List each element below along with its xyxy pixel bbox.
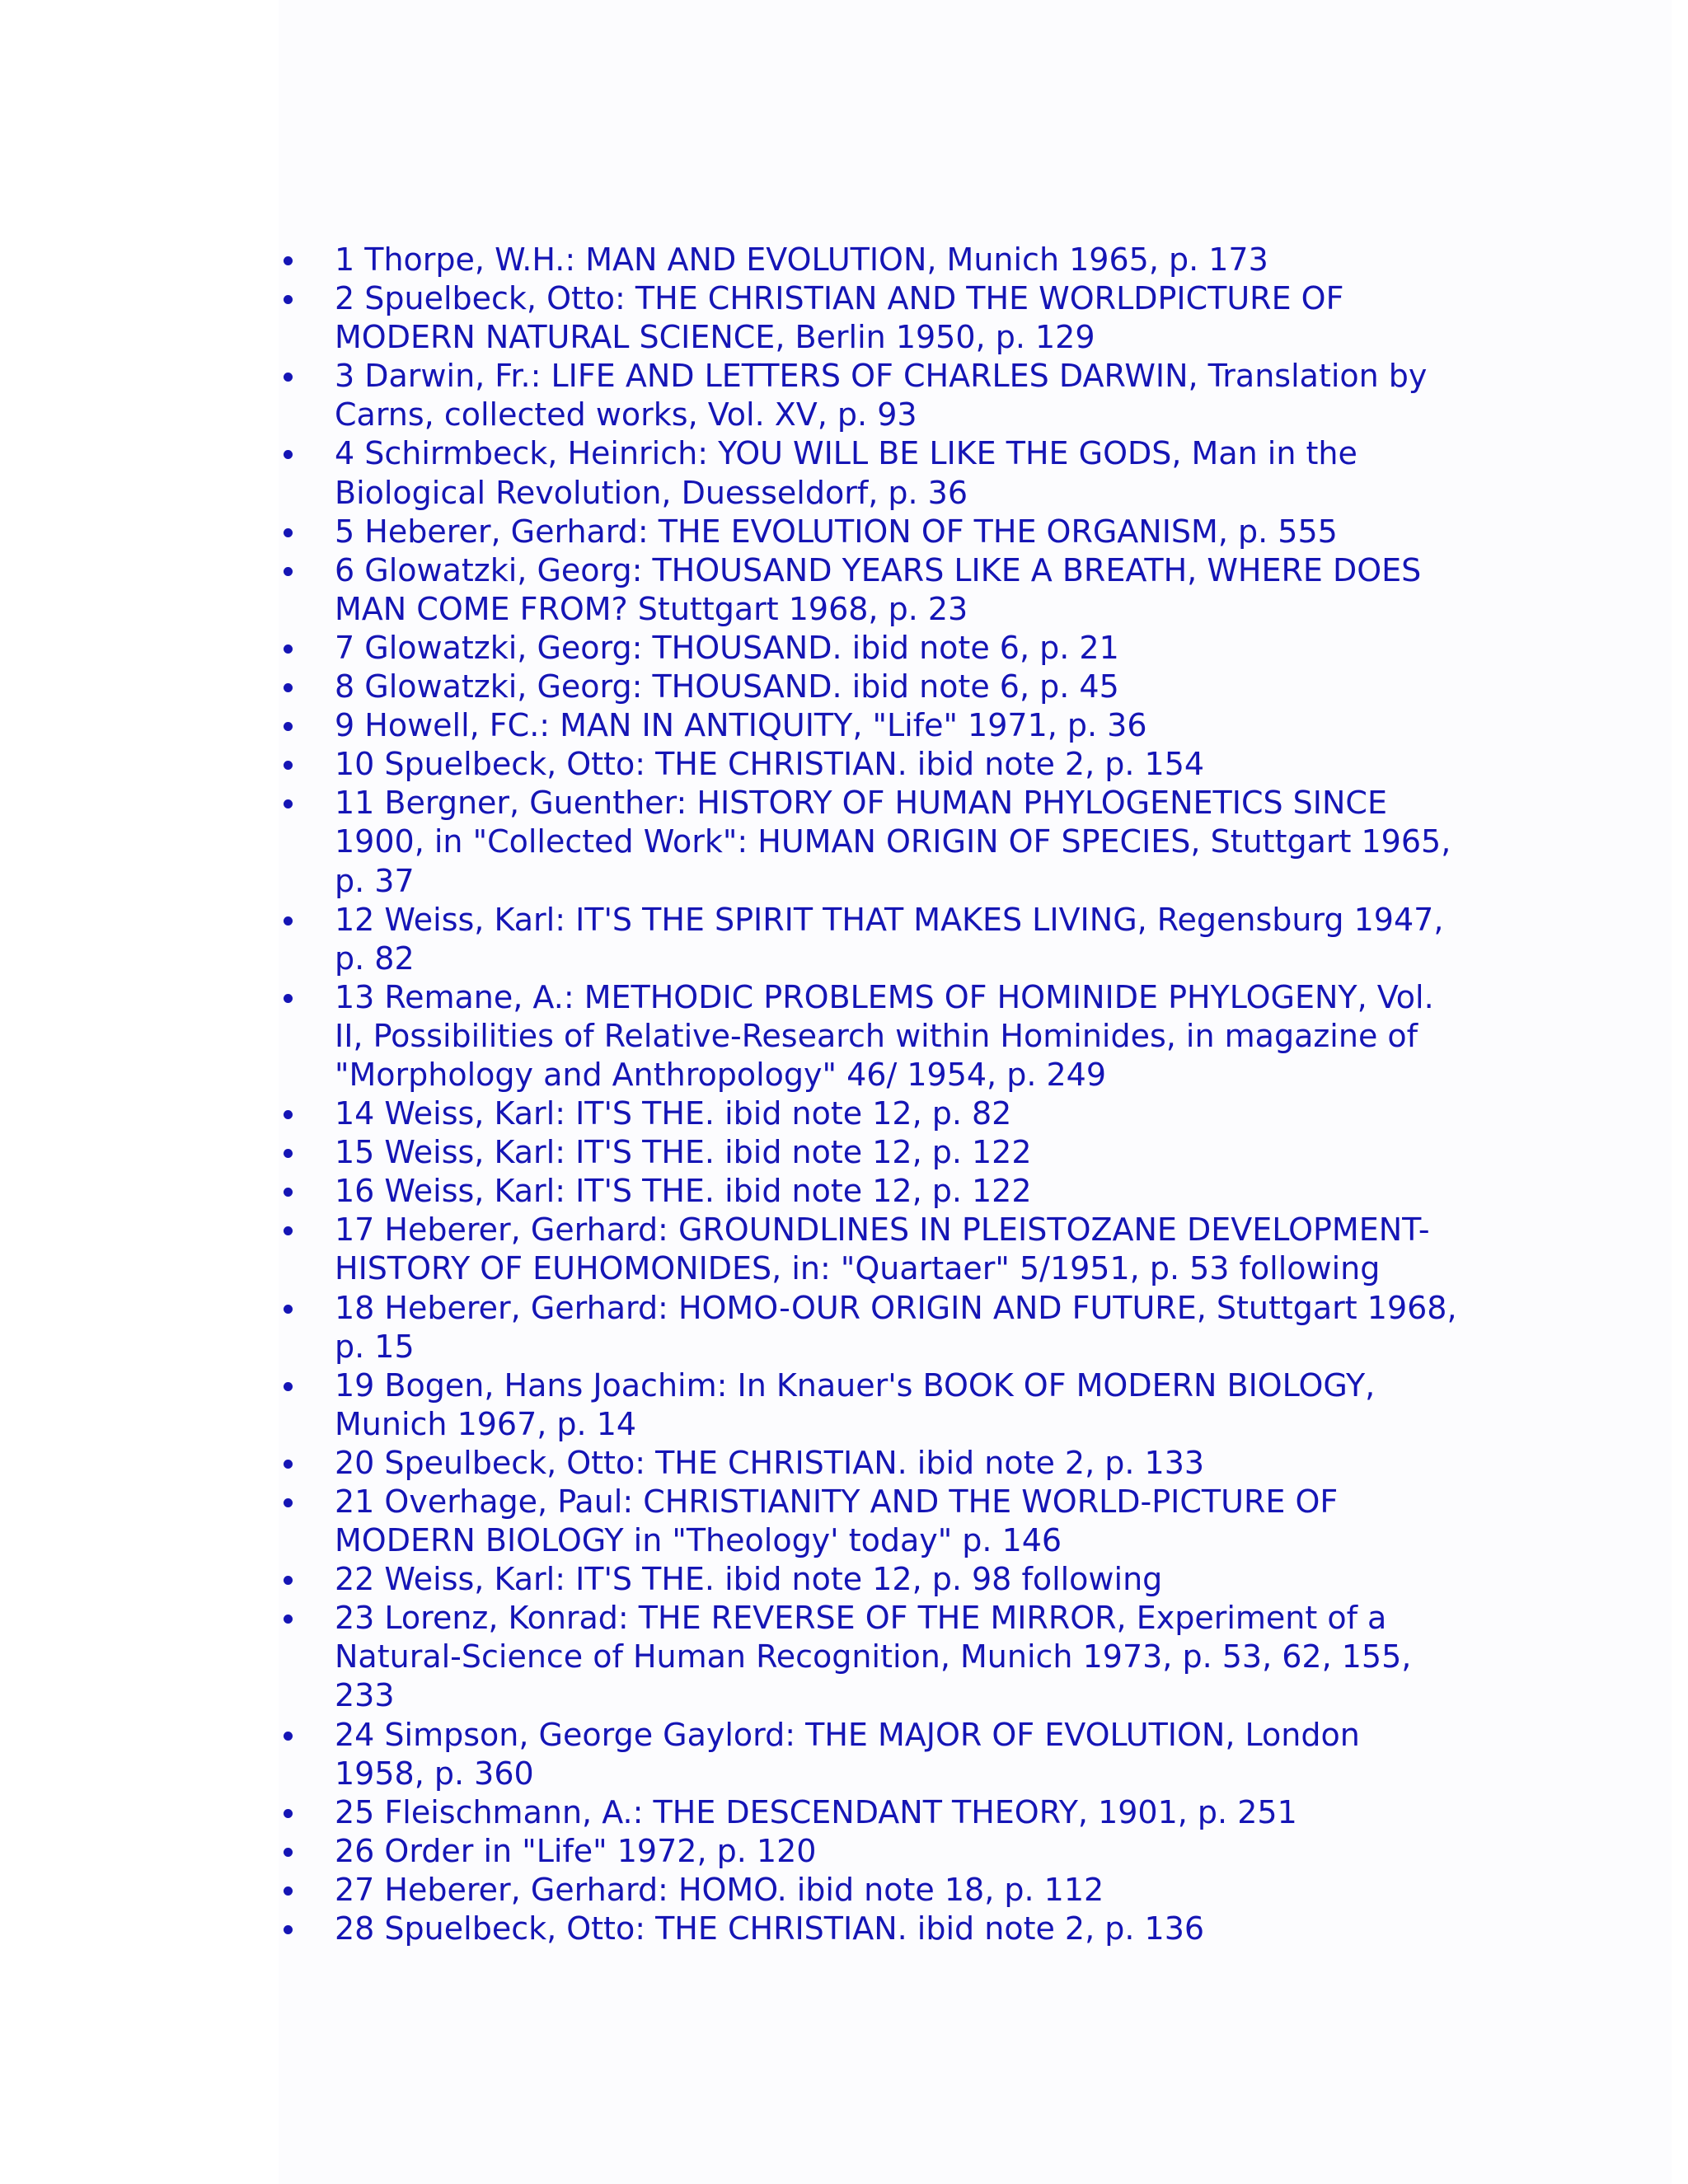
bullet-icon <box>284 528 293 537</box>
bullet-icon <box>284 799 293 808</box>
bullet-icon <box>284 1576 293 1585</box>
note-text: 28 Spuelbeck, Otto: THE CHRISTIAN. ibid note 2, p. 136 <box>335 1910 1205 1947</box>
bullet-icon <box>284 683 293 692</box>
list-item <box>279 668 1457 706</box>
note-text: 2 Spuelbeck, Otto: THE CHRISTIAN AND THE WORLDPICTURE OF MODERN NATURAL SCIENCE, Berlin 1950, p. 129 <box>335 280 1344 356</box>
bullet-icon <box>284 994 293 1003</box>
list-item <box>279 1172 1457 1211</box>
bullet-icon <box>284 256 293 265</box>
list-item <box>279 1871 1457 1910</box>
bullet-icon <box>284 1188 293 1197</box>
bullet-icon <box>284 1886 293 1896</box>
note-text: 26 Order in "Life" 1972, p. 120 <box>335 1832 817 1869</box>
bullet-icon <box>284 1226 293 1235</box>
note-text: 18 Heberer, Gerhard: HOMO-OUR ORIGIN AND FUTURE, Stuttgart 1968, p. 15 <box>335 1289 1457 1365</box>
list-item <box>279 901 1457 978</box>
note-text: 14 Weiss, Karl: IT'S THE. ibid note 12, p. 82 <box>335 1095 1012 1132</box>
note-text: 12 Weiss, Karl: IT'S THE SPIRIT THAT MAKES LIVING, Regensburg 1947, p. 82 <box>335 901 1444 977</box>
note-text: 3 Darwin, Fr.: LIFE AND LETTERS OF CHARLES DARWIN, Translation by Carns, collected works, Vol. XV, p. 93 <box>335 358 1428 434</box>
list-item <box>279 551 1457 629</box>
bullet-icon <box>284 1110 293 1119</box>
note-text: 8 Glowatzki, Georg: THOUSAND. ibid note 6, p. 45 <box>335 668 1119 705</box>
list-item <box>279 1366 1457 1444</box>
list-item <box>279 1444 1457 1483</box>
note-text: 11 Bergner, Guenther: HISTORY OF HUMAN PHYLOGENETICS SINCE 1900, in "Collected Work": HUMAN ORIGIN OF SPECIES, Stuttgart 1965, p. 37 <box>335 785 1451 899</box>
list-item <box>279 784 1457 900</box>
note-text: 27 Heberer, Gerhard: HOMO. ibid note 18, p. 112 <box>335 1871 1104 1908</box>
bullet-icon <box>284 450 293 459</box>
list-item <box>279 1483 1457 1560</box>
note-text: 6 Glowatzki, Georg: THOUSAND YEARS LIKE A BREATH, WHERE DOES MAN COME FROM? Stuttgart 1968, p. 23 <box>335 551 1422 627</box>
list-item <box>279 1910 1457 1948</box>
note-text: 21 Overhage, Paul: CHRISTIANITY AND THE WORLD-PICTURE OF MODERN BIOLOGY in "Theology' today" p. 146 <box>335 1483 1339 1559</box>
bullet-icon <box>284 1498 293 1507</box>
list-item <box>279 745 1457 784</box>
list-item <box>279 1793 1457 1832</box>
reference-notes-list <box>279 241 1457 1948</box>
note-text: 7 Glowatzki, Georg: THOUSAND. ibid note 6, p. 21 <box>335 629 1119 666</box>
list-item <box>279 706 1457 745</box>
list-item <box>279 1832 1457 1871</box>
note-text: 24 Simpson, George Gaylord: THE MAJOR OF EVOLUTION, London 1958, p. 360 <box>335 1716 1360 1792</box>
note-text: 16 Weiss, Karl: IT'S THE. ibid note 12, p. 122 <box>335 1173 1032 1210</box>
note-text: 20 Speulbeck, Otto: THE CHRISTIAN. ibid note 2, p. 133 <box>335 1444 1205 1481</box>
bullet-icon <box>284 1615 293 1624</box>
list-item <box>279 279 1457 357</box>
note-text: 19 Bogen, Hans Joachim: In Knauer's BOOK OF MODERN BIOLOGY, Munich 1967, p. 14 <box>335 1366 1376 1442</box>
bullet-icon <box>284 722 293 731</box>
list-item <box>279 1560 1457 1599</box>
note-text: 4 Schirmbeck, Heinrich: YOU WILL BE LIKE THE GODS, Man in the Biological Revolution, Duesseldorf, p. 36 <box>335 435 1357 511</box>
note-text: 22 Weiss, Karl: IT'S THE. ibid note 12, p. 98 following <box>335 1561 1163 1598</box>
bullet-icon <box>284 1149 293 1158</box>
bullet-icon <box>284 1925 293 1934</box>
note-text: 15 Weiss, Karl: IT'S THE. ibid note 12, p. 122 <box>335 1134 1032 1171</box>
list-item <box>279 1094 1457 1133</box>
list-item <box>279 434 1457 512</box>
bullet-icon <box>284 567 293 576</box>
bullet-icon <box>284 295 293 304</box>
bullet-icon <box>284 916 293 926</box>
list-item <box>279 1211 1457 1288</box>
bullet-icon <box>284 1809 293 1818</box>
note-text: 1 Thorpe, W.H.: MAN AND EVOLUTION, Munich 1965, p. 173 <box>335 241 1268 278</box>
list-item <box>279 1289 1457 1366</box>
note-text: 9 Howell, FC.: MAN IN ANTIQUITY, "Life" 1971, p. 36 <box>335 707 1147 744</box>
list-item <box>279 978 1457 1094</box>
bullet-icon <box>284 1732 293 1741</box>
note-text: 13 Remane, A.: METHODIC PROBLEMS OF HOMINIDE PHYLOGENY, Vol. II, Possibilities of Relative-Research within Hominides, in magazine of "Morphology and Anthropology" 46/ 1954, p. 249 <box>335 978 1434 1093</box>
list-item <box>279 241 1457 279</box>
list-item <box>279 1716 1457 1793</box>
bullet-icon <box>284 644 293 654</box>
list-item <box>279 513 1457 551</box>
note-text: 10 Spuelbeck, Otto: THE CHRISTIAN. ibid note 2, p. 154 <box>335 746 1205 783</box>
note-text: 25 Fleischmann, A.: THE DESCENDANT THEORY, 1901, p. 251 <box>335 1793 1297 1830</box>
list-item <box>279 629 1457 668</box>
bullet-icon <box>284 1305 293 1314</box>
bullet-icon <box>284 1382 293 1391</box>
note-text: 17 Heberer, Gerhard: GROUNDLINES IN PLEISTOZANE DEVELOPMENT-HISTORY OF EUHOMONIDES, in: "Quartaer" 5/1951, p. 53 following <box>335 1212 1430 1287</box>
list-item <box>279 357 1457 434</box>
list-item <box>279 1133 1457 1172</box>
note-text: 23 Lorenz, Konrad: THE REVERSE OF THE MIRROR, Experiment of a Natural-Science of Human Recognition, Munich 1973, p. 53, 62, 155, 233 <box>335 1600 1412 1714</box>
bullet-icon <box>284 373 293 382</box>
bullet-icon <box>284 1848 293 1857</box>
bullet-icon <box>284 1460 293 1469</box>
bullet-icon <box>284 761 293 770</box>
note-text: 5 Heberer, Gerhard: THE EVOLUTION OF THE ORGANISM, p. 555 <box>335 513 1338 550</box>
list-item <box>279 1599 1457 1715</box>
